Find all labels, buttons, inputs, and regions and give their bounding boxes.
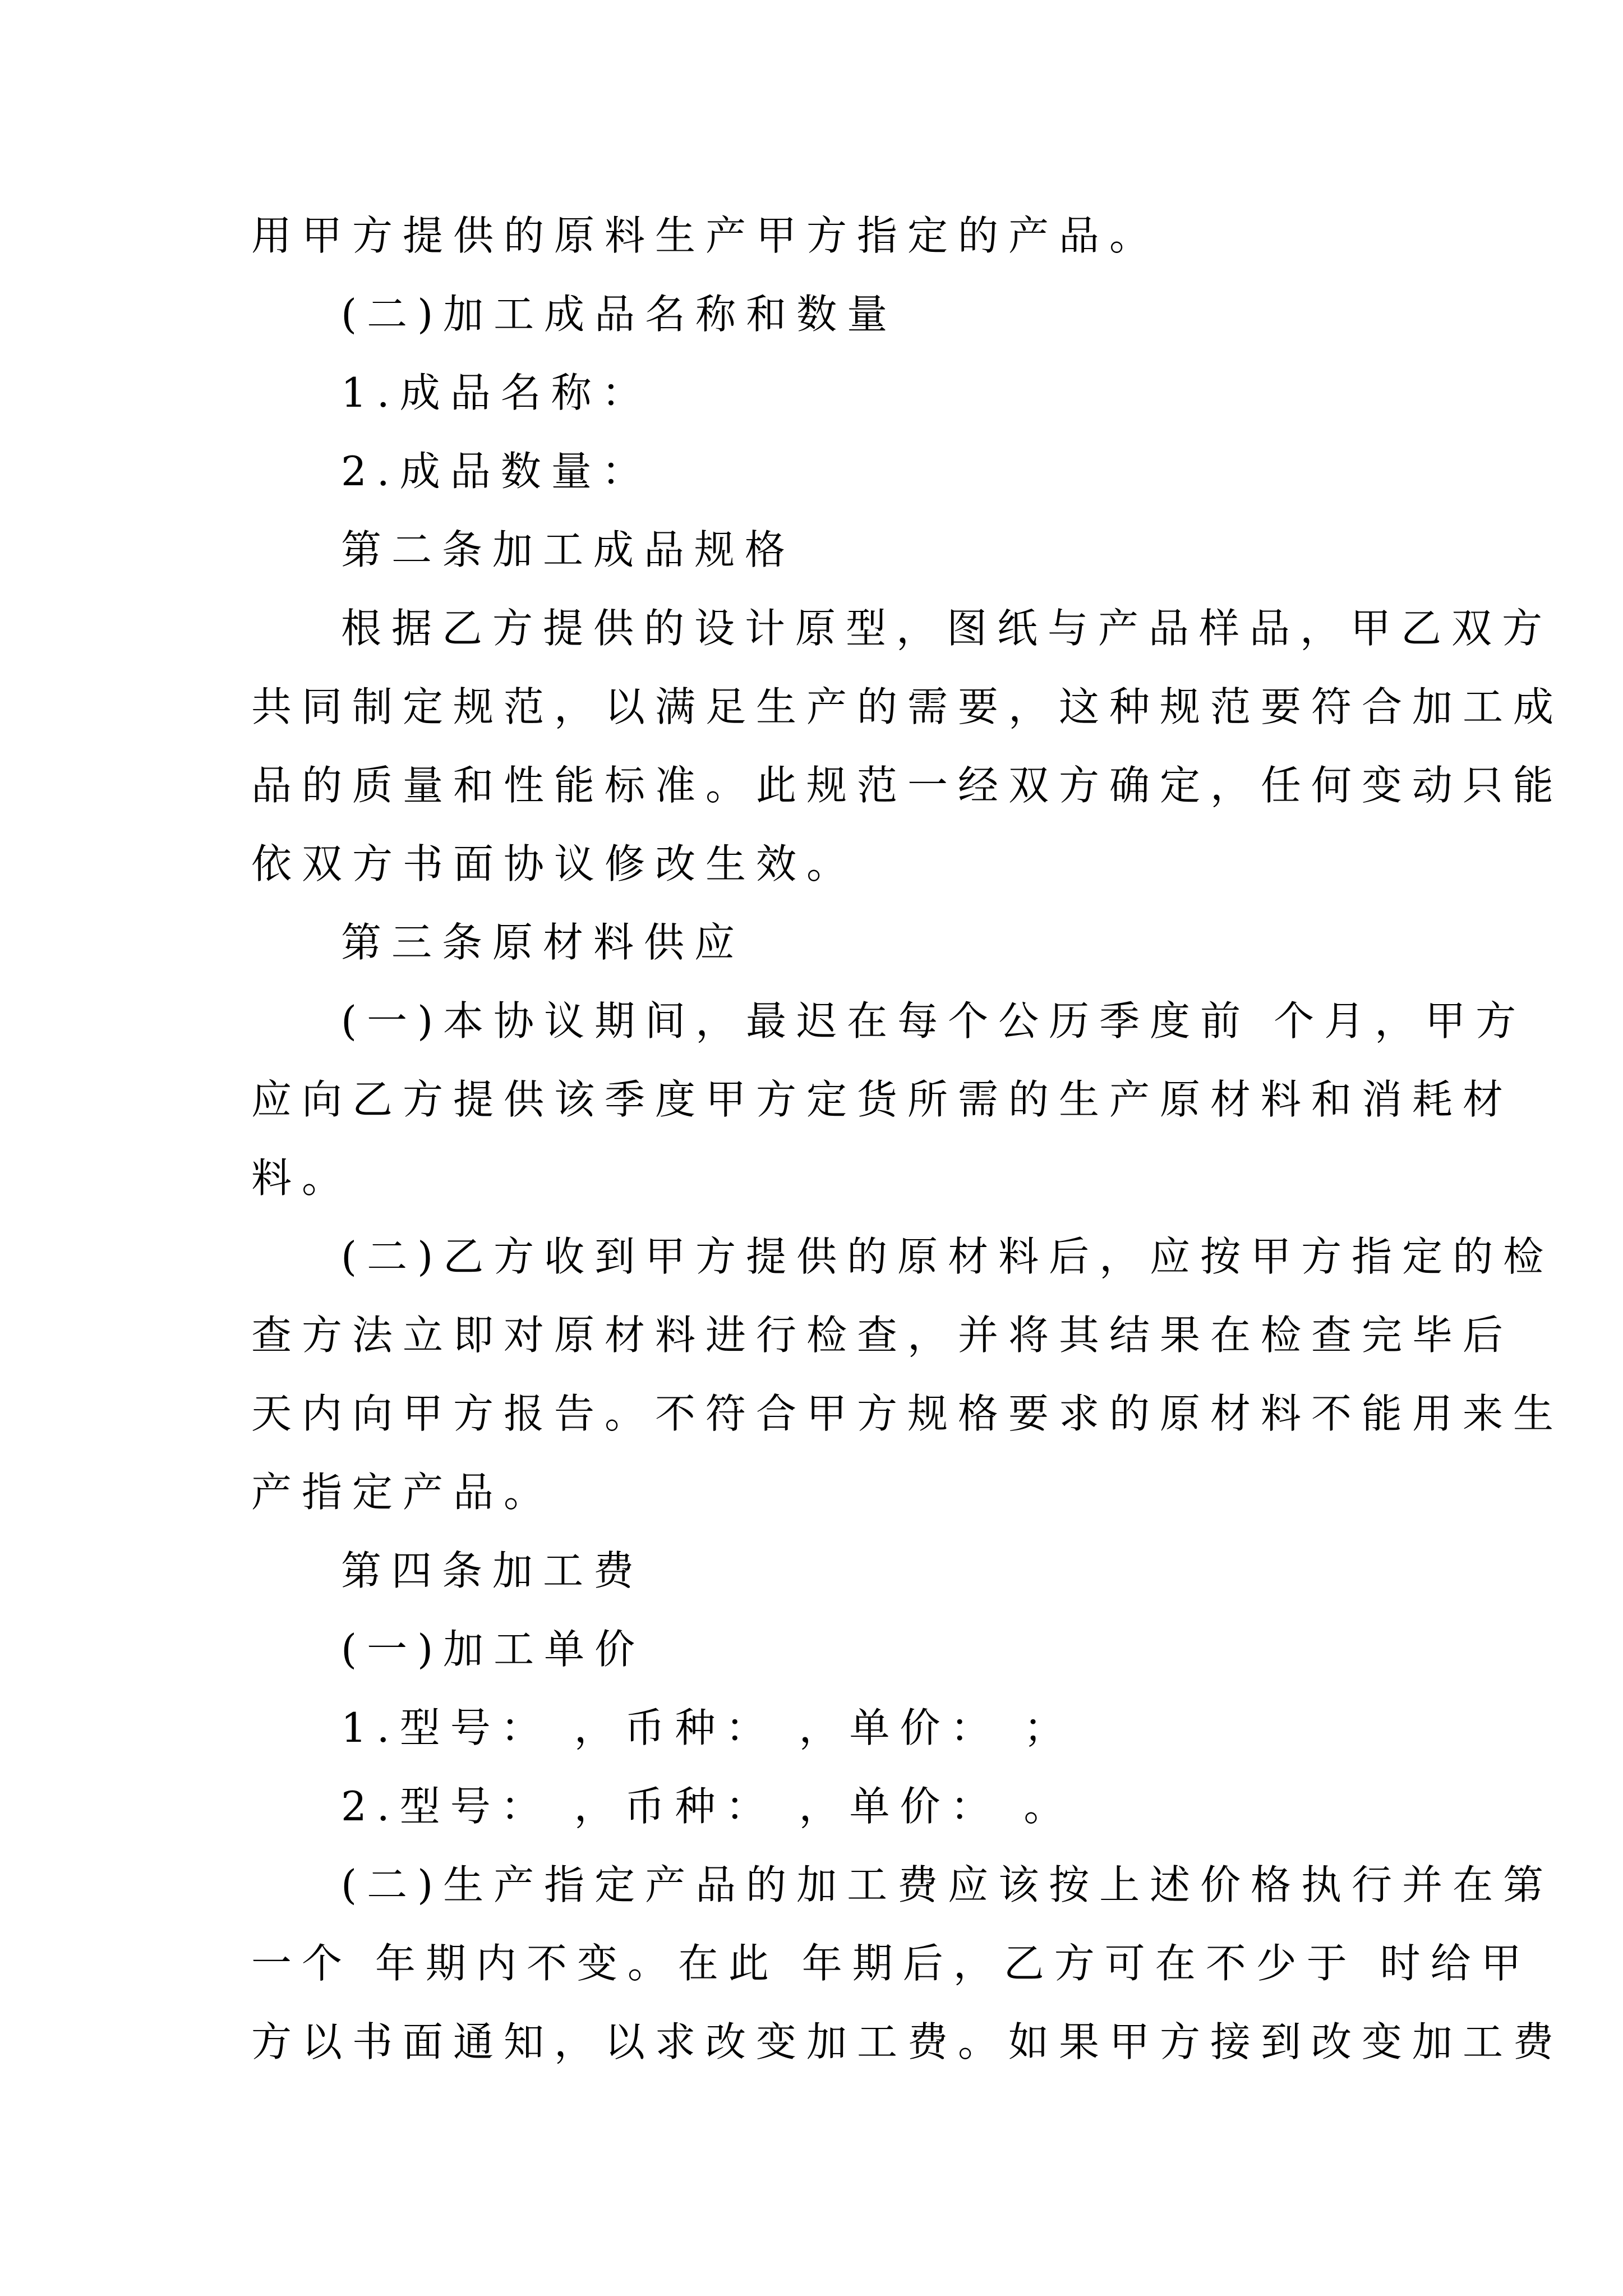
- text-line-7: 共同制定规范，以满足生产的需要，这种规范要符合加工成: [251, 683, 1564, 730]
- text-line-8: 品的质量和性能标准。此规范一经双方确定，任何变动只能: [251, 762, 1564, 809]
- text-line-15: 查方法立即对原材料进行检查，并将其结果在检查完毕后: [251, 1312, 1514, 1359]
- text-line-16: 天内向甲方报告。不符合甲方规格要求的原材料不能用来生: [251, 1390, 1564, 1437]
- text-line-12: 应向乙方提供该季度甲方定货所需的生产原材料和消耗材: [251, 1076, 1514, 1123]
- text-line-11: (一)本协议期间，最迟在每个公历季度前 个月，甲方: [341, 997, 1527, 1045]
- text-line-3: 1.成品名称：: [341, 369, 652, 416]
- section-heading-4: 第四条加工费: [341, 1547, 644, 1594]
- text-line-14: (二)乙方收到甲方提供的原材料后，应按甲方指定的检: [341, 1233, 1554, 1280]
- text-line-23: 一个 年期内不变。在此 年期后，乙方可在不少于 时给甲: [251, 1940, 1532, 1987]
- text-line-1: 用甲方提供的原料生产甲方指定的产品。: [251, 212, 1160, 259]
- text-line-17: 产指定产品。: [251, 1469, 555, 1516]
- text-line-13: 料。: [251, 1154, 353, 1202]
- text-line-4: 2.成品数量：: [341, 448, 652, 495]
- section-heading-3: 第三条原材料供应: [341, 919, 745, 966]
- text-line-2: (二)加工成品名称和数量: [341, 291, 898, 338]
- text-line-19: (一)加工单价: [341, 1626, 645, 1673]
- text-line-21: 2.型号： ，币种： ，单价： 。: [341, 1783, 1075, 1830]
- text-line-9: 依双方书面协议修改生效。: [251, 840, 857, 887]
- text-line-24: 方以书面通知，以求改变加工费。如果甲方接到改变加工费: [251, 2018, 1564, 2065]
- text-line-6: 根据乙方提供的设计原型，图纸与产品样品，甲乙双方: [341, 605, 1553, 652]
- section-heading-2: 第二条加工成品规格: [341, 526, 796, 573]
- body-text: [251, 196, 1564, 2081]
- text-line-20: 1.型号： ，币种： ，单价： ；: [341, 1704, 1075, 1751]
- text-line-22: (二)生产指定产品的加工费应该按上述价格执行并在第: [341, 1861, 1554, 1908]
